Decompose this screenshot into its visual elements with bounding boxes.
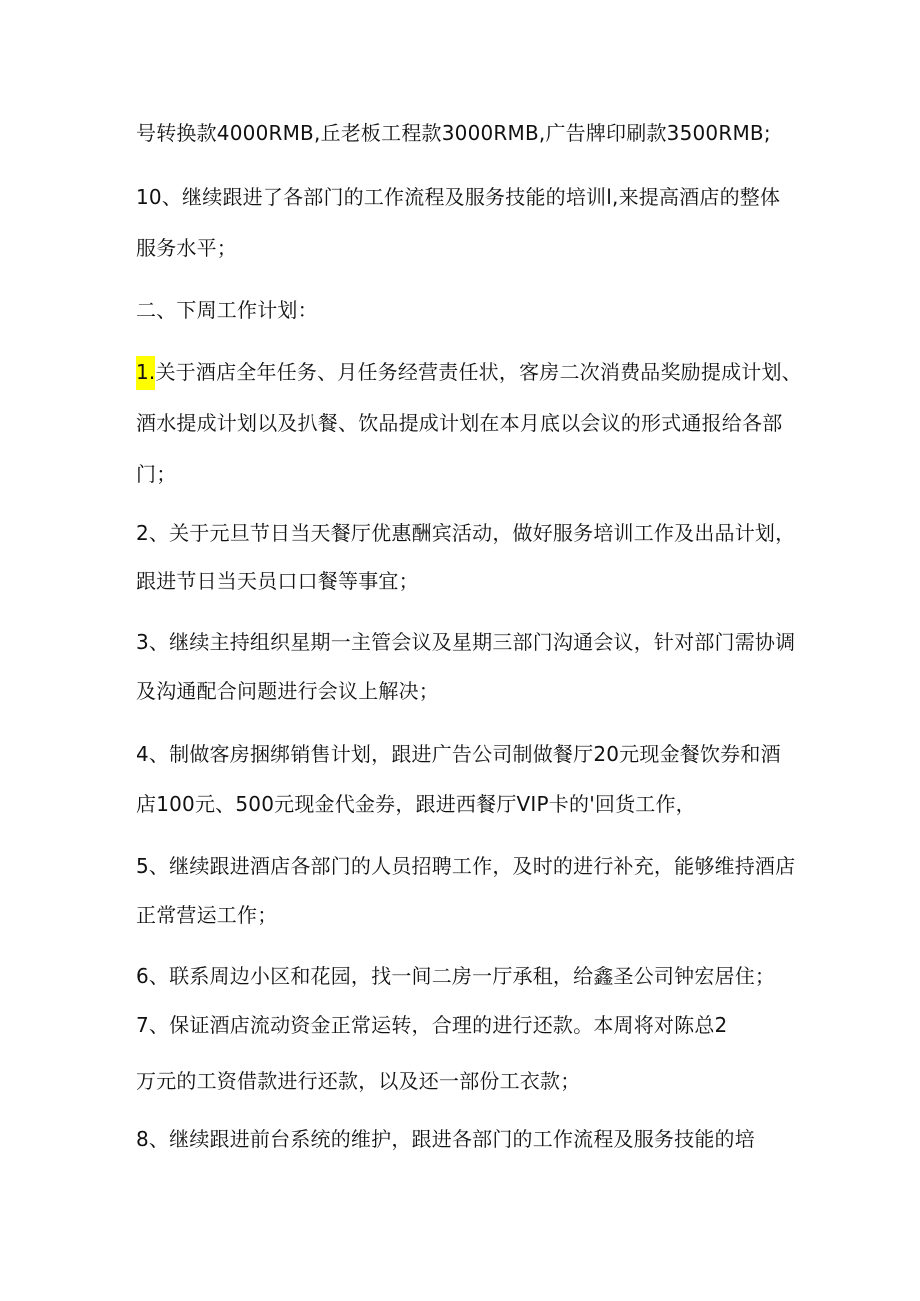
text-line-13: 店100元、500元现金代金券，跟进西餐厅VIP卡的'回货工作， xyxy=(136,792,696,816)
text-line-1: 号转换款4000RMB,丘老板工程款3000RMB,广告牌印刷款3500RMB; xyxy=(136,121,771,145)
text-line-15: 正常营运工作； xyxy=(136,903,278,927)
text-line-17: 7、保证酒店流动资金正常运转，合理的进行还款。本周将对陈总2 xyxy=(136,1013,728,1037)
text-line-18: 万元的工资借款进行还款，以及还一部份工衣款； xyxy=(136,1069,581,1093)
text-line-5 xyxy=(136,358,802,386)
text-line-9: 跟进节日当天员口口餐等事宜； xyxy=(136,569,419,593)
section-heading: 二、下周工作计划： xyxy=(136,298,318,322)
text-line-11: 及沟通配合问题进行会议上解决； xyxy=(136,679,439,703)
text-line-12: 4、制做客房捆绑销售计划，跟进广告公司制做餐厅20元现金餐饮券和酒 xyxy=(136,742,781,766)
text-line-8: 2、关于元旦节日当天餐厅优惠酬宾活动，做好服务培训工作及出品计划， xyxy=(136,521,796,545)
text-line-2: 10、继续跟进了各部门的工作流程及服务技能的培训l,来提高酒店的整体 xyxy=(136,185,781,209)
text-line-7: 门； xyxy=(136,462,177,486)
text-line-3: 服务水平； xyxy=(136,236,237,260)
text-line-10: 3、继续主持组织星期一主管会议及星期三部门沟通会议，针对部门需协调 xyxy=(136,630,796,654)
text-line-16: 6、联系周边小区和花园，找一间二房一厅承租，给鑫圣公司钟宏居住； xyxy=(136,964,776,988)
highlighted-item-number: 1. xyxy=(136,356,155,390)
text-line-5-content: 关于酒店全年任务、月任务经营责任状，客房二次消费品奖励提成计划、 xyxy=(155,360,802,384)
text-line-19: 8、继续跟进前台系统的维护，跟进各部门的工作流程及服务技能的培 xyxy=(136,1127,755,1151)
text-line-6: 酒水提成计划以及扒餐、饮品提成计划在本月底以会议的形式通报给各部 xyxy=(136,411,783,435)
text-line-14: 5、继续跟进酒店各部门的人员招聘工作，及时的进行补充，能够维持酒店 xyxy=(136,854,796,878)
